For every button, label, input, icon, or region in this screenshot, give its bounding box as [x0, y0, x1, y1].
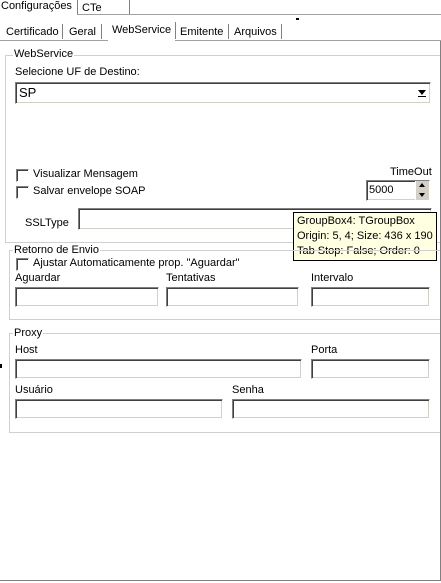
tab-divider: [62, 24, 63, 39]
tooltip-line: Tab Stop: False; Order: 0: [297, 245, 420, 257]
tooltip-line: Origin: 5, 4; Size: 436 x 190: [297, 230, 433, 242]
tab-certificado[interactable]: Certificado: [6, 26, 59, 38]
chevron-down-icon[interactable]: [418, 90, 426, 95]
webservice-group-title: WebService: [14, 48, 74, 60]
usuario-input[interactable]: [15, 399, 223, 419]
tab-strip-border: [0, 14, 77, 15]
tab-configuracoes[interactable]: Configurações: [1, 0, 72, 12]
tab-divider: [101, 24, 102, 39]
ajustar-checkbox[interactable]: [16, 258, 29, 271]
tentativas-label: Tentativas: [166, 272, 216, 284]
ssltype-label: SSLType: [25, 217, 69, 229]
host-input[interactable]: [15, 359, 302, 379]
usuario-label: Usuário: [15, 384, 53, 396]
salvar-label: Salvar envelope SOAP: [33, 185, 146, 197]
retorno-group-title: Retorno de Envio: [14, 244, 99, 256]
tab-cte[interactable]: CTe: [82, 2, 102, 14]
intervalo-input[interactable]: [311, 287, 430, 307]
spin-down-icon[interactable]: [415, 190, 429, 200]
uf-select-value: SP: [19, 85, 37, 100]
tab-arquivos[interactable]: Arquivos: [234, 26, 277, 38]
top-tab-bar: [0, 0, 441, 15]
porta-label: Porta: [311, 344, 338, 356]
uf-select[interactable]: [15, 82, 431, 104]
tooltip-line: GroupBox4: TGroupBox: [297, 215, 415, 227]
tab-divider: [175, 22, 176, 39]
visualizar-label: Visualizar Mensagem: [33, 168, 138, 180]
sub-tab-bar: [0, 20, 441, 40]
tab-divider: [129, 0, 130, 14]
timeout-value: 5000: [369, 184, 394, 196]
tab-divider: [228, 24, 229, 39]
tab-divider: [281, 24, 282, 39]
left-edge-mark: [0, 364, 2, 368]
proxy-group-title: Proxy: [14, 327, 43, 339]
senha-label: Senha: [232, 384, 264, 396]
tab-emitente[interactable]: Emitente: [180, 26, 224, 38]
tentativas-input[interactable]: [166, 287, 299, 307]
salvar-checkbox[interactable]: [16, 186, 29, 199]
sub-tab-underline: [175, 40, 441, 41]
tab-geral[interactable]: Geral: [69, 26, 96, 38]
senha-input[interactable]: [232, 399, 430, 419]
porta-input[interactable]: [311, 359, 430, 379]
tab-strip-line: [77, 14, 441, 15]
uf-label: Selecione UF de Destino:: [15, 66, 140, 78]
visualizar-checkbox[interactable]: [16, 169, 29, 182]
intervalo-label: Intervalo: [311, 272, 354, 284]
page-bottom-border: [0, 580, 441, 581]
sub-tab-underline: [0, 40, 108, 41]
spin-up-icon[interactable]: [415, 181, 429, 190]
tab-webservice[interactable]: WebService: [112, 24, 172, 36]
aguardar-label: Aguardar: [15, 272, 61, 284]
aguardar-input[interactable]: [15, 287, 159, 307]
timeout-spinedit[interactable]: [366, 180, 430, 201]
tab-divider: [77, 0, 78, 14]
ajustar-label: Ajustar Automaticamente prop. "Aguardar": [33, 257, 240, 269]
host-label: Host: [15, 344, 38, 356]
timeout-label: TimeOut: [390, 166, 432, 178]
